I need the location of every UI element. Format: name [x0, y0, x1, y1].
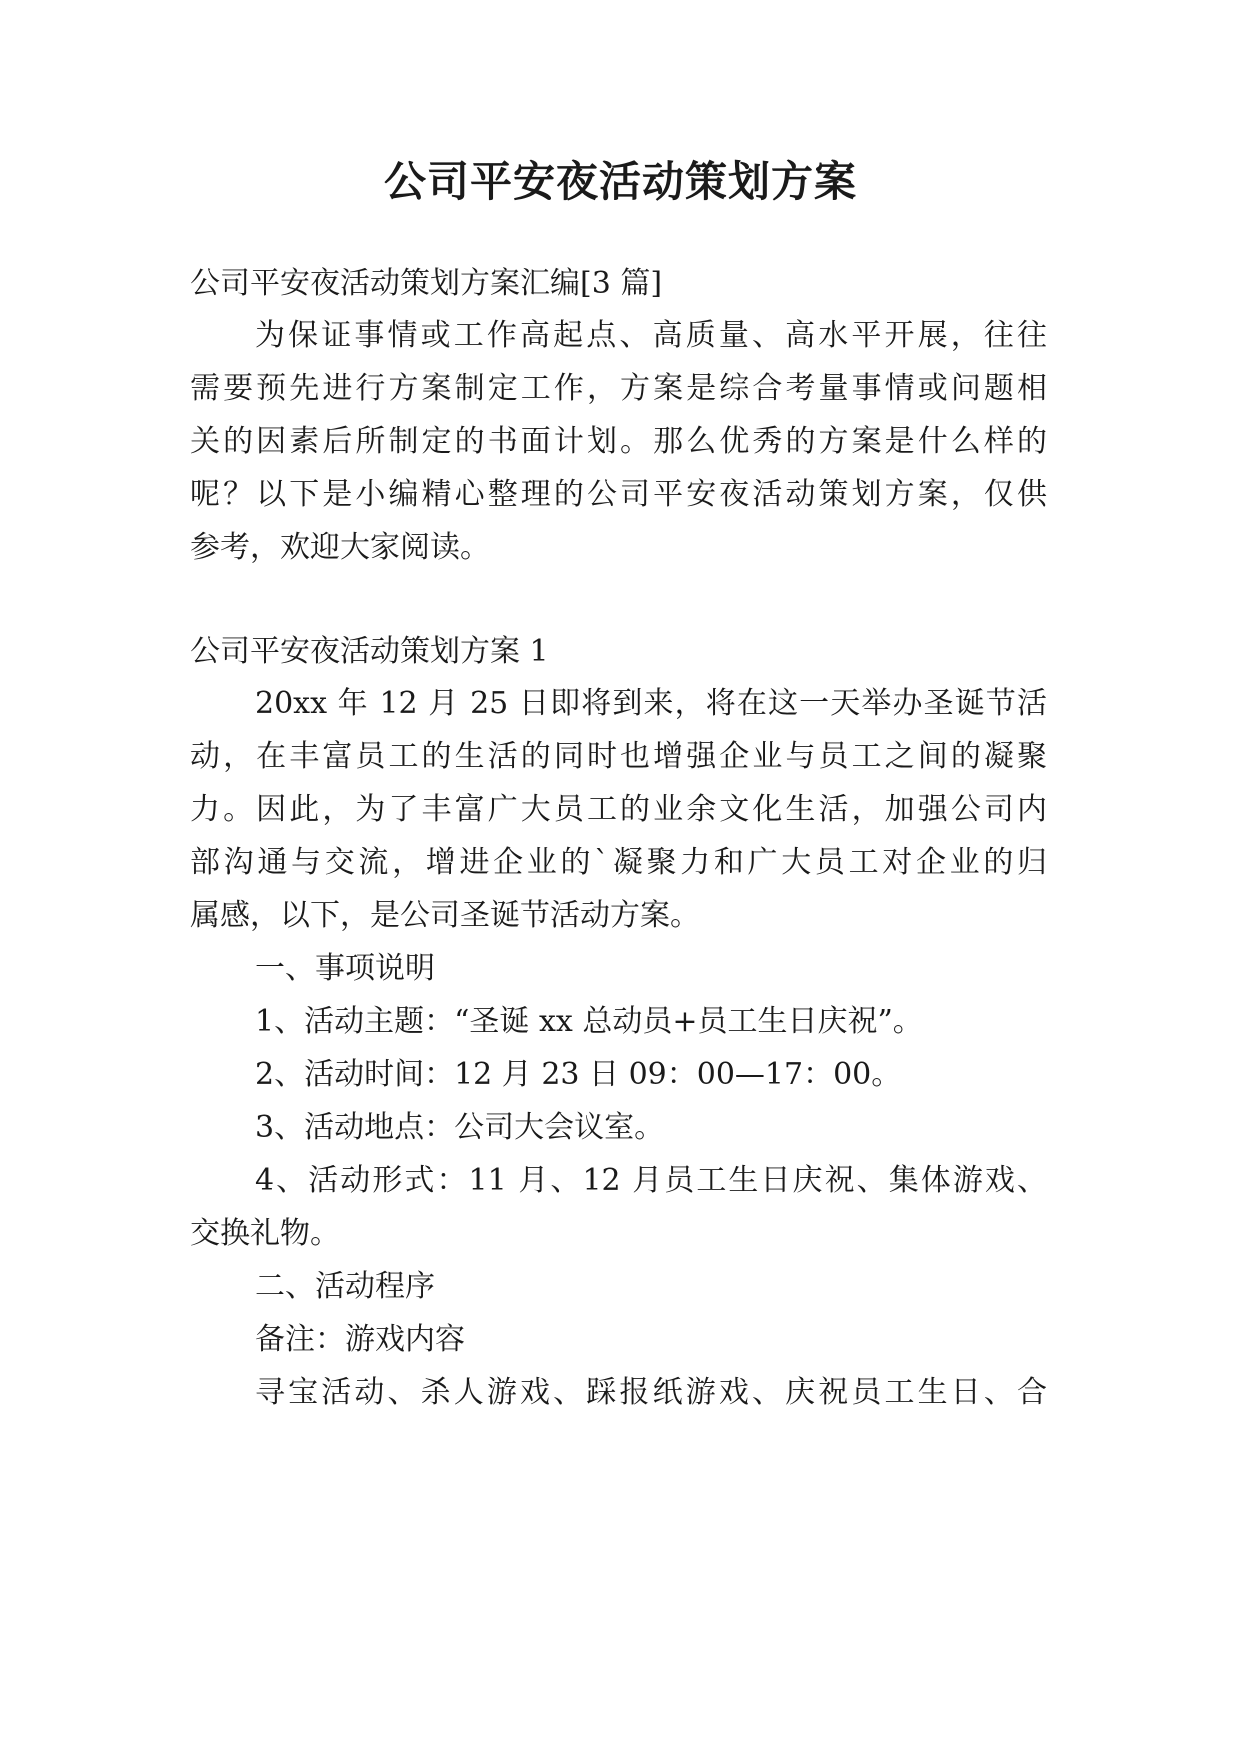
body-paragraph-line: 动，在丰富员工的生活的同时也增强企业与员工之间的凝聚	[190, 739, 1047, 774]
intro-paragraph-line: 关的因素后所制定的书面计划。那么优秀的方案是什么样的	[190, 424, 1047, 459]
list-item: 4、活动形式：11 月、12 月员工生日庆祝、集体游戏、	[255, 1163, 1047, 1198]
body-paragraph-line: 寻宝活动、杀人游戏、踩报纸游戏、庆祝员工生日、合	[255, 1375, 1047, 1410]
list-item: 1、活动主题：“圣诞 xx 总动员+员工生日庆祝”。	[255, 1004, 923, 1039]
note-label: 备注：游戏内容	[255, 1322, 465, 1357]
section-item-heading: 一、事项说明	[255, 951, 435, 986]
body-paragraph-line: 20xx 年 12 月 25 日即将到来，将在这一天举办圣诞节活	[255, 686, 1047, 721]
body-paragraph-line: 部沟通与交流，增进企业的`凝聚力和广大员工对企业的归	[190, 845, 1047, 880]
section-heading: 公司平安夜活动策划方案 1	[190, 634, 549, 669]
body-paragraph-line: 力。因此，为了丰富广大员工的业余文化生活，加强公司内	[190, 792, 1047, 827]
section-item-heading: 二、活动程序	[255, 1269, 435, 1304]
document-title: 公司平安夜活动策划方案	[383, 157, 857, 206]
intro-paragraph-line: 呢？以下是小编精心整理的公司平安夜活动策划方案，仅供	[190, 477, 1047, 512]
list-item-continuation: 交换礼物。	[190, 1216, 340, 1251]
list-item: 3、活动地点：公司大会议室。	[255, 1110, 665, 1145]
list-item: 2、活动时间：12 月 23 日 09：00—17：00。	[255, 1057, 902, 1092]
document-subtitle: 公司平安夜活动策划方案汇编[3 篇]	[190, 266, 663, 301]
body-paragraph-line: 属感，以下，是公司圣诞节活动方案。	[190, 898, 700, 933]
intro-paragraph-line: 参考，欢迎大家阅读。	[190, 530, 490, 565]
intro-paragraph-line: 为保证事情或工作高起点、高质量、高水平开展，往往	[255, 318, 1047, 353]
intro-paragraph-line: 需要预先进行方案制定工作，方案是综合考量事情或问题相	[190, 371, 1047, 406]
